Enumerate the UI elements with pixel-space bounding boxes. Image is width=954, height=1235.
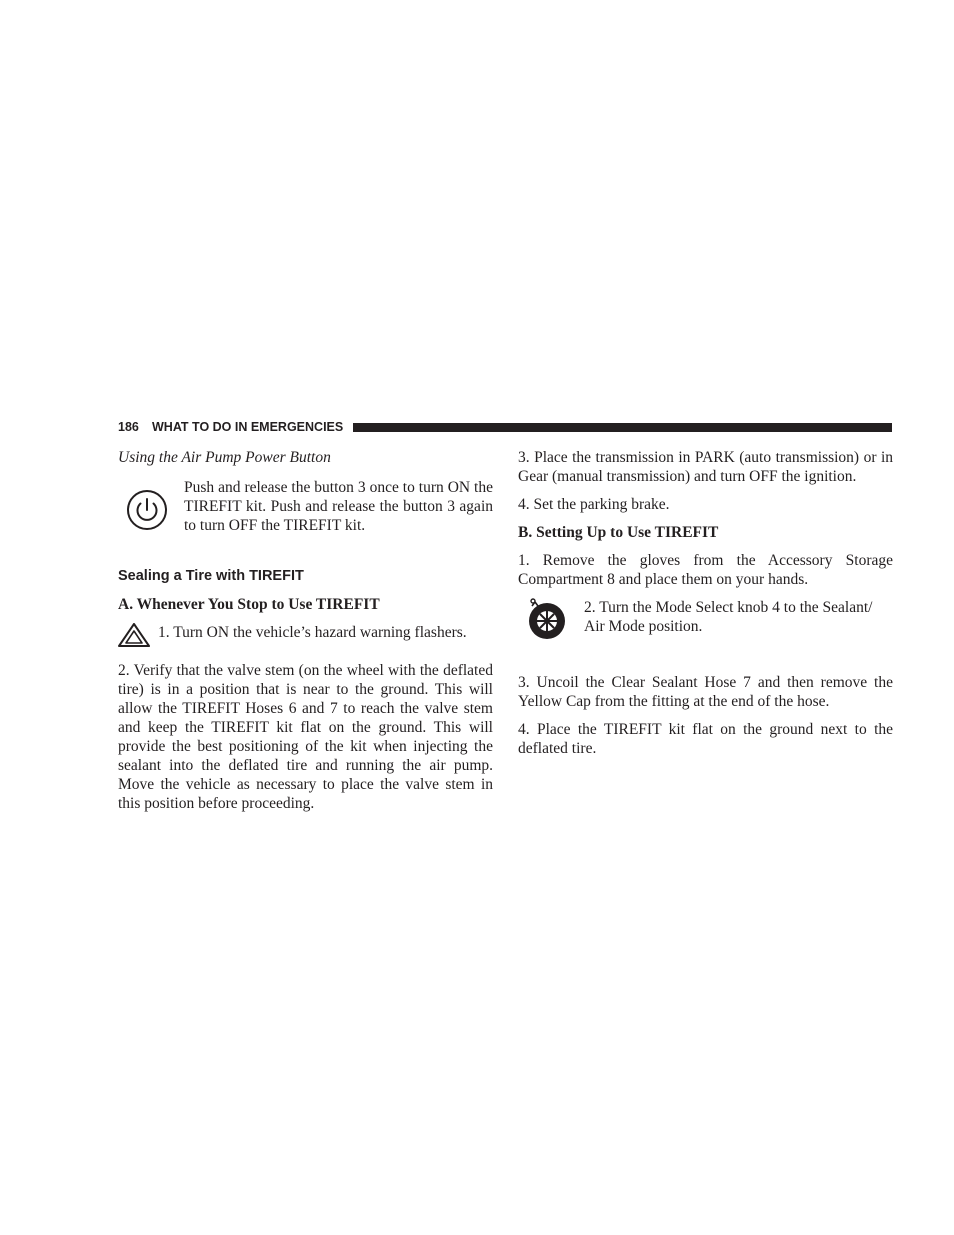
page-header [118, 419, 892, 437]
step4-text: 4. Set the parking brake. [518, 496, 670, 513]
b-step4-text: 4. Place the TIREFIT kit flat on the ground next to the deflated tire. [518, 721, 893, 757]
step3-text: 3. Place the transmission in PARK (auto transmission) or in Gear (manual transmission) and turn OFF the ignition. [518, 449, 893, 485]
b-step2-text: 2. Turn the Mode Select knob 4 to the Sealant/ Air Mode position. [584, 599, 873, 635]
sealing-heading: Sealing a Tire with TIREFIT [118, 568, 304, 584]
left-column [118, 448, 493, 813]
header-rule [353, 423, 892, 432]
pump-heading: Using the Air Pump Power Button [118, 449, 331, 466]
page-number: 186 [118, 420, 139, 434]
subheading-b: B. Setting Up to Use TIREFIT [518, 524, 719, 541]
right-column [518, 448, 893, 758]
power-button-icon [126, 489, 168, 531]
pump-text: Push and release the button 3 once to turn ON the TIREFIT kit. Push and release the button 3 again to turn OFF the TIREFIT kit. [184, 479, 493, 534]
pump-instruction [118, 478, 493, 550]
b-step1-text: 1. Remove the gloves from the Accessory Storage Compartment 8 and place them on your hands. [518, 552, 893, 588]
b-step3-text: 3. Uncoil the Clear Sealant Hose 7 and then remove the Yellow Cap from the fitting at the end of the hose. [518, 674, 893, 710]
tire-sealant-mode-icon [524, 598, 570, 640]
step1-row [118, 623, 493, 649]
step1-text: 1. Turn ON the vehicle’s hazard warning flashers. [158, 624, 467, 641]
step2-text: 2. Verify that the valve stem (on the wheel with the deflated tire) is in a position that is near to the ground. This will allow the TIREFIT Hoses 6 and 7 to reach the valve stem and keep the TIREFIT kit flat on the ground. This will provide the best positioning of the kit when injecting the sealant into the deflated tire and running the air pump. Move the vehicle as necessary to place the valve stem in this position before proceeding. [118, 662, 493, 812]
hazard-warning-icon [118, 623, 150, 647]
subheading-a: A. Whenever You Stop to Use TIREFIT [118, 596, 380, 613]
b-step2-row [518, 598, 893, 673]
section-title: WHAT TO DO IN EMERGENCIES [152, 420, 344, 434]
